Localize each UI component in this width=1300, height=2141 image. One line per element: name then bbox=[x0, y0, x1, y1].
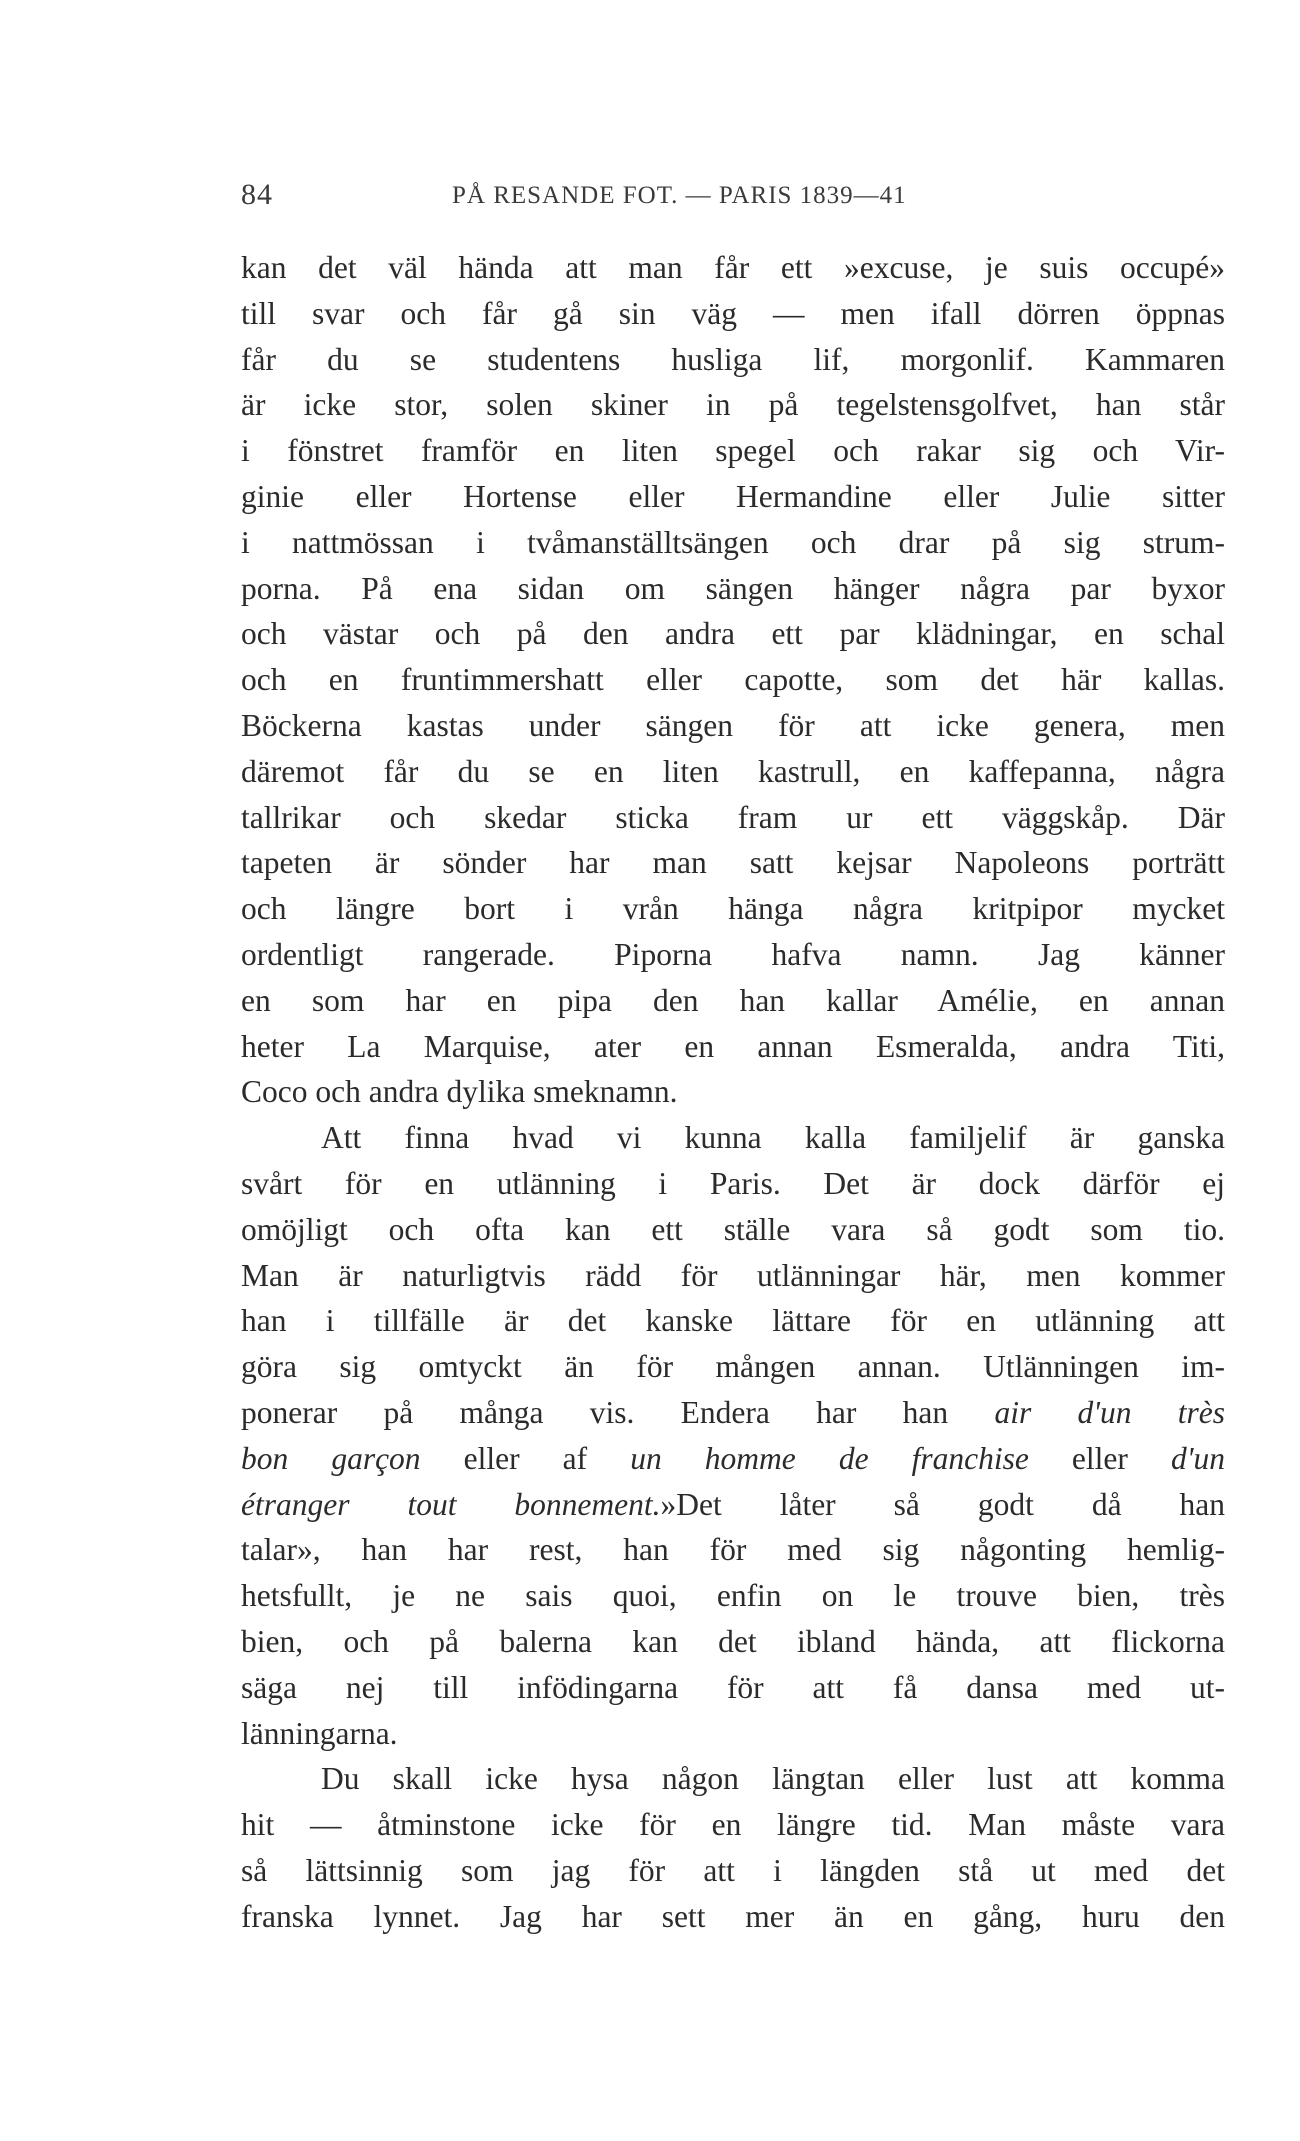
italic-phrase: bon garçon bbox=[241, 1440, 421, 1476]
text-run: ponerar på många vis. Endera har han bbox=[241, 1394, 949, 1430]
text-line: i nattmössan i tvåmanställtsängen och drar på sig strum- bbox=[241, 524, 1225, 560]
text-line: och längre bort i vrån hänga några kritpipor mycket bbox=[241, 891, 1225, 927]
body-text bbox=[241, 245, 1225, 1939]
running-title: PÅ RESANDE FOT. — PARIS 1839—41 bbox=[452, 182, 907, 209]
text-line: i fönstret framför en liten spegel och rakar sig och Vir- bbox=[241, 433, 1225, 469]
text-line: Coco och andra dylika smeknamn. bbox=[241, 1074, 678, 1110]
text-line: hetsfullt, je ne sais quoi, enfin on le trouve bien, très bbox=[241, 1578, 1225, 1614]
text-line: får du se studentens husliga lif, morgonlif. Kammaren bbox=[241, 341, 1225, 377]
text-line: Att finna hvad vi kunna kalla familjelif är ganska bbox=[321, 1120, 1225, 1156]
text-line: franska lynnet. Jag har sett mer än en gång, huru den bbox=[241, 1898, 1225, 1934]
text-line: ordentligt rangerade. Piporna hafva namn. Jag känner bbox=[241, 936, 1225, 972]
text-line: Man är naturligtvis rädd för utlänningar här, men kommer bbox=[241, 1257, 1225, 1293]
text-line: hit — åtminstone icke för en längre tid. Man måste vara bbox=[241, 1807, 1225, 1843]
text-line: en som har en pipa den han kallar Amélie, en annan bbox=[241, 982, 1225, 1018]
text-line: däremot får du se en liten kastrull, en kaffepanna, några bbox=[241, 753, 1225, 789]
text-line: bien, och på balerna kan det ibland hända, att flickorna bbox=[241, 1623, 1225, 1659]
text-line: Du skall icke hysa någon längtan eller lust att komma bbox=[321, 1761, 1225, 1797]
text-line: ginie eller Hortense eller Hermandine eller Julie sitter bbox=[241, 478, 1225, 514]
italic-phrase: étranger tout bonnement. bbox=[241, 1486, 661, 1522]
text-line: så lättsinnig som jag för att i längden stå ut med det bbox=[241, 1852, 1225, 1888]
text-line: kan det väl hända att man får ett »excuse, je suis occupé» bbox=[241, 250, 1225, 285]
text-line: tallrikar och skedar sticka fram ur ett väggskåp. Där bbox=[241, 799, 1225, 835]
italic-phrase: d'un bbox=[1170, 1440, 1225, 1476]
text-run: eller bbox=[1028, 1440, 1171, 1476]
text-line: är icke stor, solen skiner in på tegelstensgolfvet, han står bbox=[241, 387, 1225, 423]
text-line-mixed bbox=[241, 1436, 1225, 1482]
text-line: till svar och får gå sin väg — men ifall dörren öppnas bbox=[241, 295, 1225, 331]
running-head bbox=[0, 178, 1300, 222]
text-line: han i tillfälle är det kanske lättare för en utlänning att bbox=[241, 1303, 1225, 1339]
text-line: porna. På ena sidan om sängen hänger några par byxor bbox=[241, 570, 1225, 606]
text-line: länningarna. bbox=[241, 1715, 398, 1751]
text-line: talar», han har rest, han för med sig någonting hemlig- bbox=[241, 1532, 1225, 1568]
text-run: eller af bbox=[420, 1440, 631, 1476]
text-line: och västar och på den andra ett par klädningar, en schal bbox=[241, 616, 1225, 652]
page-number: 84 bbox=[241, 178, 273, 211]
text-run: »Det låter så godt då han bbox=[660, 1486, 1225, 1522]
text-line: tapeten är sönder har man satt kejsar Napoleons porträtt bbox=[241, 845, 1225, 881]
text-line-mixed bbox=[241, 1482, 1225, 1528]
text-line: svårt för en utlänning i Paris. Det är dock därför ej bbox=[241, 1165, 1225, 1201]
text-line: Böckerna kastas under sängen för att icke genera, men bbox=[241, 707, 1225, 743]
italic-phrase: un homme de franchise bbox=[630, 1440, 1029, 1476]
text-line: heter La Marquise, ater en annan Esmeralda, andra Titi, bbox=[241, 1028, 1225, 1064]
text-line: och en fruntimmershatt eller capotte, som det här kallas. bbox=[241, 662, 1225, 698]
italic-phrase: air d'un très bbox=[994, 1394, 1226, 1430]
text-line: säga nej till infödingarna för att få dansa med ut- bbox=[241, 1669, 1225, 1705]
text-line-mixed bbox=[241, 1390, 1225, 1436]
text-line: omöjligt och ofta kan ett ställe vara så godt som tio. bbox=[241, 1211, 1225, 1247]
text-line: göra sig omtyckt än för mången annan. Utlänningen im- bbox=[241, 1349, 1225, 1385]
